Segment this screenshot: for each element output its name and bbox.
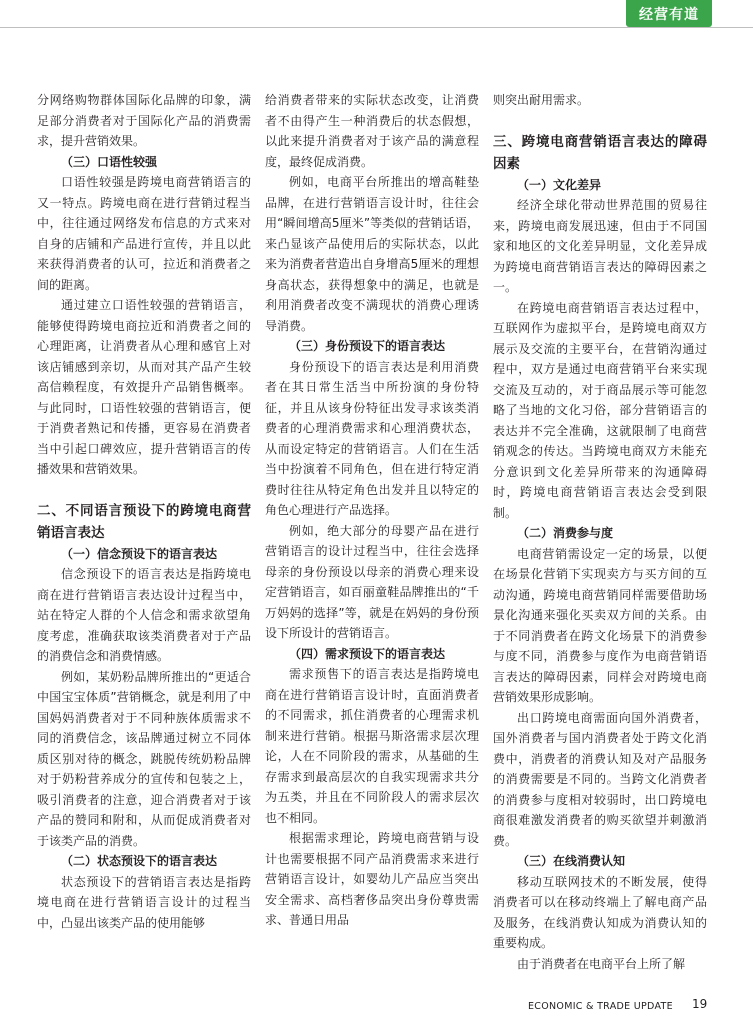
paragraph: 例如，电商平台所推出的增高鞋垫品牌，在进行营销语言设计时，往往会用“瞬间增高5厘米”等类似的营销话语，来凸显该产品使用后的实际状态，以此来为消费者营造出自身增高5厘米的理想身高状态，获得想象中的满足，也就是利用消费者改变不满现状的消费心理诱导消费。 [265, 175, 479, 333]
subheading: （三）在线消费认知 [517, 854, 626, 868]
paragraph: 给消费者带来的实际状态改变，让消费者不由得产生一种消费后的状态假想，以此来提升消费者对于该产品的满意程度，最终促成消费。 [265, 93, 479, 169]
paragraph: 状态预设下的营销语言表达是指跨境电商在进行营销语言设计的过程当中，凸显出该类产品的使用能够 [37, 874, 251, 930]
paragraph: 信念预设下的语言表达是指跨境电商在进行营销语言表达设计过程当中，站在特定人群的个人信念和需求欲望角度考虑，准确获取该类消费者对于产品的消费信念和消费情感。 [37, 567, 251, 663]
subheading: （二）状态预设下的语言表达 [61, 854, 218, 868]
header-rule [0, 27, 753, 28]
paragraph: 口语性较强是跨境电商营销语言的又一特点。跨境电商在进行营销过程当中，往往通过网络发布信息的方式来对自身的店铺和产品进行宣传，并且以此来获得消费者的认可，拉近和消费者之间的距离。 [37, 175, 251, 292]
paragraph: 出口跨境电商需面向国外消费者，国外消费者与国内消费者处于跨文化消费中，消费者的消费认知及对产品服务的消费需要是不同的。当跨文化消费者的消费参与度相对较弱时，出口跨境电商很难激发消费者的购买欲望并刺激消费。 [493, 710, 707, 848]
section-tab: 经营有道 [626, 0, 712, 27]
paragraph: 需求预售下的语言表达是指跨境电商在进行营销语言设计时，直面消费者的不同需求，抓住消费者的心理需求机制来进行营销。根据马斯洛需求层次理论，人在不同阶段的需求，从基础的生存需求到最高层次的自我实现需求共分为五类，并且在不同阶段人的需求层次也不相同。 [265, 667, 479, 825]
paragraph: 在跨境电商营销语言表达过程中，互联网作为虚拟平台，是跨境电商双方展示及交流的主要平台，在营销沟通过程中，双方是通过电商营销平台来实现交流及互动的，对于商品展示等可能忽略了当地的文化习俗，部分营销语言的表达并不完全准确，这就限制了电商营销观念的传达。当跨境电商双方未能充分意识到文化差异所带来的沟通障碍时，跨境电商营销语言表达会受到限制。 [493, 300, 707, 520]
subheading: （四）需求预设下的语言表达 [289, 646, 446, 661]
column-3 [493, 90, 707, 974]
subheading: （一）信念预设下的语言表达 [61, 546, 218, 561]
paragraph: 移动互联网技术的不断发展，使得消费者可以在移动终端上了解电商产品及服务，在线消费认知成为消费认知的重要构成。 [493, 874, 707, 950]
subheading: （三）身份预设下的语言表达 [289, 339, 446, 353]
column-2 [265, 90, 479, 931]
paragraph: 由于消费者在电商平台上所了解 [517, 956, 686, 971]
page-number: 19 [692, 997, 708, 1011]
paragraph: 身份预设下的语言表达是利用消费者在其日常生活当中所扮演的身份特征，并且从该身份特征出发寻求该类消费者的心理消费需求和心理消费状态，从而设定特定的营销语言。人们在生活当中扮演着不同角色，但在进行特定消费时往往从特定角色出发并且以特定的角色心理进行产品选择。 [265, 359, 479, 517]
section-heading: 二、不同语言预设下的跨境电商营销语言表达 [37, 502, 251, 541]
subheading: （一）文化差异 [517, 177, 602, 192]
paragraph: 根据需求理论，跨境电商营销与设计也需要根据不同产品消费需求来进行营销语言设计，如婴幼儿产品应当突出安全需求、高档奢侈品突出身份尊贵需求、普通日用品 [265, 831, 479, 927]
paragraph: 则突出耐用需求。 [493, 93, 590, 107]
subheading: （二）消费参与度 [517, 526, 614, 540]
paragraph: 分网络购物群体国际化品牌的印象，满足部分消费者对于国际化产品的消费需求，提升营销效果。 [37, 93, 251, 148]
column-1 [37, 90, 251, 933]
subheading: （三）口语性较强 [61, 154, 158, 169]
paragraph: 通过建立口语性较强的营销语言，能够使得跨境电商拉近和消费者之间的心理距离，让消费者从心理和感官上对该店铺感到亲切，从而对其产品产生较高信赖程度，有效提升产品销售概率。与此同时，口语性较强的营销语言，便于消费者熟记和传播，更容易在消费者当中引起口碑效应，提升营销语言的传播效果和营销效果。 [37, 298, 251, 476]
paragraph: 例如，某奶粉品牌所推出的“更适合中国宝宝体质”营销概念，就是利用了中国妈妈消费者对于不同种族体质需求不同的消费信念，该品牌通过树立不同体质区别对待的概念，跳脱传统奶粉品牌对于奶粉营养成分的宣传和包装之上，吸引消费者的注意，迎合消费者对于该产品的赞同和附和，从而促成消费者对于该类产品的消费。 [37, 669, 251, 848]
publication-name: ECONOMIC & TRADE UPDATE [528, 1001, 673, 1012]
paragraph: 电商营销需设定一定的场景，以便在场景化营销下实现卖方与买方间的互动沟通，跨境电商营销同样需要借助场景化沟通来强化买卖双方间的关系。由于不同消费者在跨文化场景下的消费参与度不同，消费参与度作为电商营销语言表达的障碍因素，同样会对跨境电商营销效果形成影响。 [493, 546, 707, 704]
paragraph: 经济全球化带动世界范围的贸易往来，跨境电商发展迅速，但由于不同国家和地区的文化差异明显，文化差异成为跨境电商营销语言表达的障碍因素之一。 [493, 198, 707, 294]
paragraph: 例如，绝大部分的母婴产品在进行营销语言的设计过程当中，往往会选择母亲的身份预设以母亲的消费心理来设定营销语言，如百丽童鞋品牌推出的“千万妈妈的选择”等，就是在妈妈的身份预设下所设计的营销语言。 [265, 523, 479, 640]
section-heading: 三、跨境电商营销语言表达的障碍因素 [493, 133, 707, 172]
